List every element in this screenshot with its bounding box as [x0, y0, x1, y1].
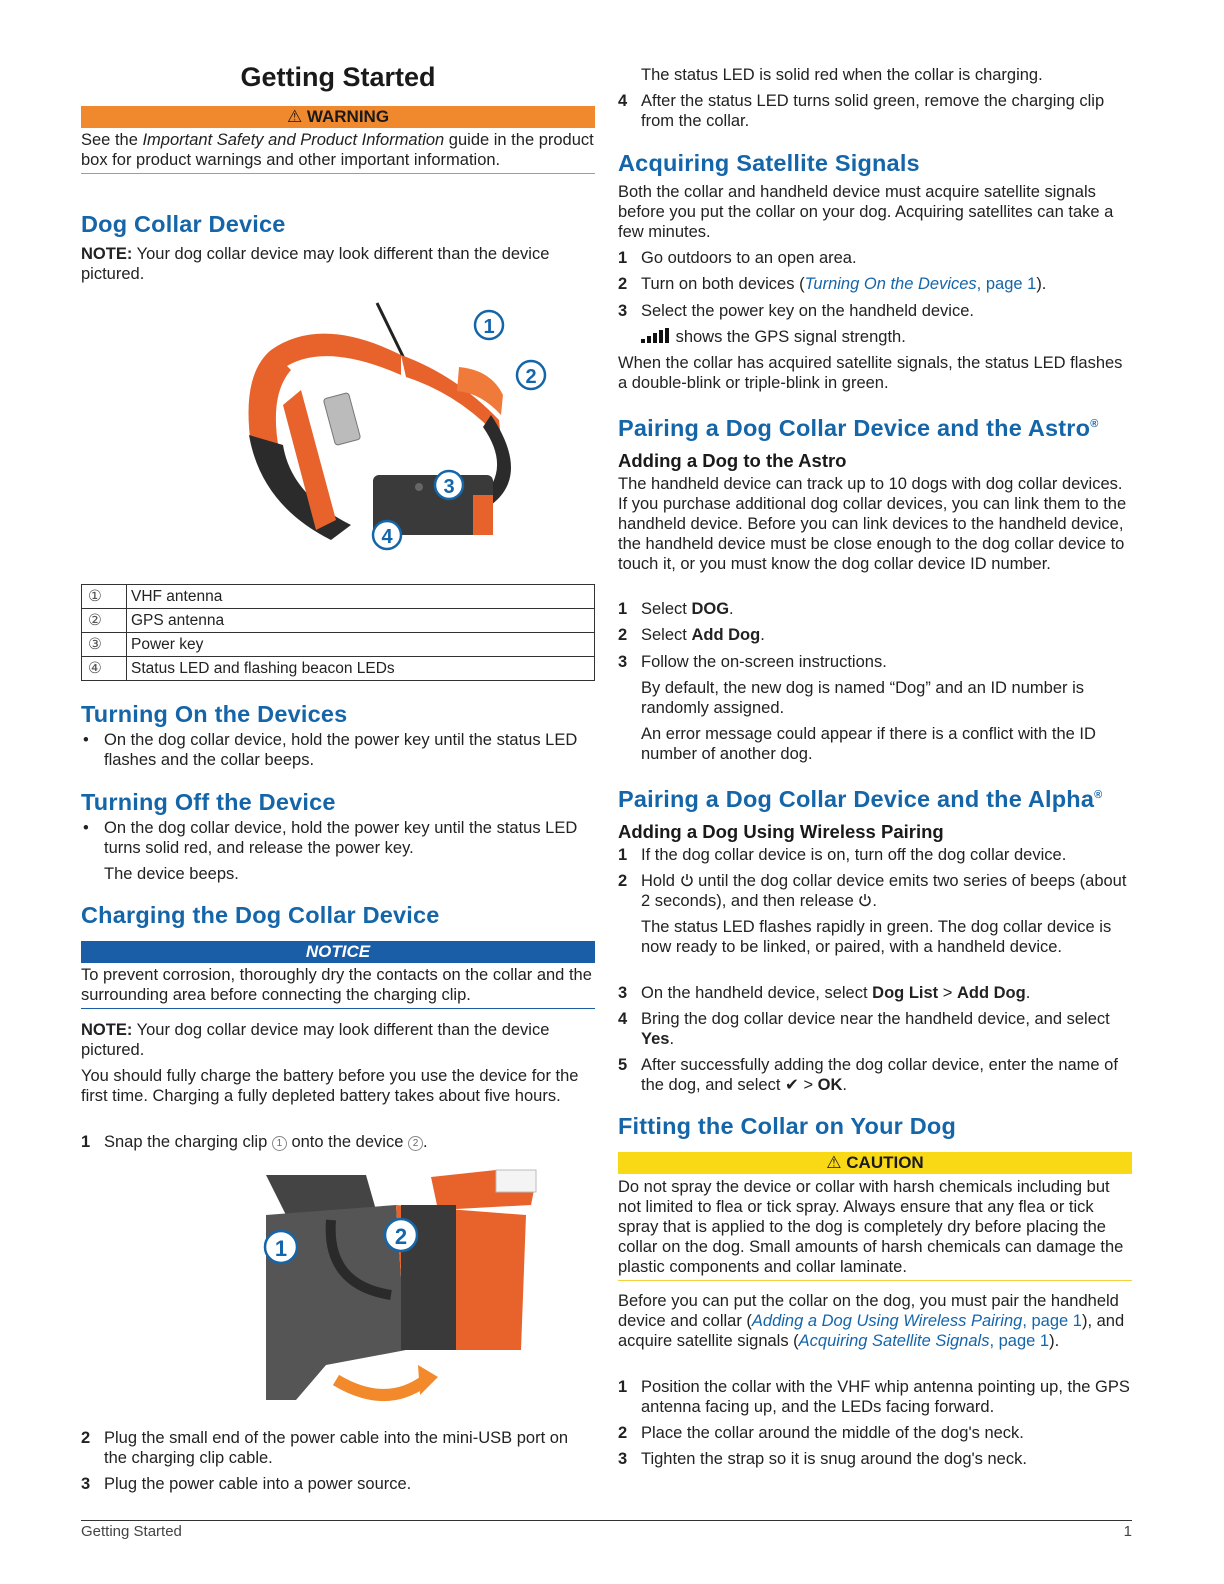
step-text: Bring the dog collar device near the handheld device, and select: [641, 1010, 1110, 1028]
step-number: 3: [81, 1475, 91, 1493]
step-number: 1: [81, 1133, 91, 1151]
list-item-text: Position the collar with the VHF whip antenna pointing up, the GPS antenna facing up, and the LEDs facing forward.: [641, 1378, 1130, 1416]
list-item-text: Tighten the strap so it is snug around the dog's neck.: [641, 1450, 1027, 1468]
list-item-text: Bring the dog collar device near the handheld device, and select Yes.: [641, 1010, 1110, 1048]
callout-1-label: 1: [274, 1236, 288, 1261]
rotate-arrow-icon: [336, 1380, 426, 1395]
step-number: 1: [618, 1378, 628, 1396]
gps-signal-icon: [641, 328, 671, 343]
list-item: [618, 248, 1132, 268]
step-number: 3: [618, 984, 628, 1002]
page-title: Getting Started: [240, 62, 436, 92]
satellite-intro: Both the collar and handheld device must acquire satellite signals before you put the collar on your dog. Acquiring satellites can take a few minutes.: [618, 183, 1114, 241]
charging-note: [81, 1020, 595, 1060]
para-text: ), and acquire satellite signals (: [618, 1312, 1125, 1350]
warning-banner: ⚠ WARNING: [81, 106, 595, 128]
step-number: 3: [618, 1450, 628, 1468]
list-item: [618, 1423, 1132, 1443]
caution-text: Do not spray the device or collar with harsh chemicals including but not limited to flea or tick spray. Always ensure that any flea or tick spray that is applied to the dog is completely dry before placing the collar on the dog. Small amounts of harsh chemicals can damage the plastic components and collar laminate.: [618, 1177, 1132, 1281]
heading-astro: [618, 410, 1099, 442]
step-text: After successfully adding the dog collar device, enter the name of the dog, and select: [641, 1056, 1118, 1094]
separator: >: [798, 1076, 818, 1094]
astro-sub-2: An error message could appear if there is a conflict with the ID number of another dog.: [641, 725, 1096, 763]
list-item-text: Follow the on-screen instructions.: [641, 653, 887, 671]
list-item: [81, 730, 595, 770]
collar-strap-left: [249, 350, 292, 450]
part-label: Status LED and flashing beacon LEDs: [127, 657, 595, 681]
step-text: ).: [1036, 275, 1047, 293]
callout-2-icon: 2: [408, 1136, 423, 1151]
subheading-adding-dog-astro: Adding a Dog to the Astro: [618, 450, 847, 471]
bullet-icon: •: [83, 731, 89, 749]
callout-1-label: 1: [483, 316, 495, 338]
charging-para: You should fully charge the battery before you use the device for the first time. Charging a fully depleted battery takes about five hours.: [81, 1067, 579, 1105]
list-item: [618, 652, 1132, 672]
fitting-para: [618, 1291, 1132, 1351]
step-number: 4: [618, 92, 628, 110]
list-item: [618, 1009, 1132, 1049]
callout-1-icon: 1: [272, 1136, 287, 1151]
link-page[interactable]: , page 1: [989, 1332, 1050, 1350]
step-number: 1: [618, 846, 628, 864]
list-item: [81, 1132, 595, 1152]
ui-term: DOG: [691, 600, 730, 618]
list-item: [618, 1377, 1132, 1417]
table-row: [82, 585, 595, 609]
dog-collar-note: [81, 244, 595, 284]
part-number: ①: [82, 585, 127, 609]
list-item: [618, 983, 1132, 1003]
link-page[interactable]: , page 1: [976, 275, 1037, 293]
registered-mark: ®: [1094, 789, 1103, 801]
power-icon: [680, 873, 694, 887]
collar-device-accent: [473, 495, 493, 535]
heading-alpha: [618, 781, 1102, 813]
footer-section: Getting Started: [81, 1523, 182, 1540]
ui-term: Add Dog: [691, 626, 761, 644]
link-page[interactable]: , page 1: [1022, 1312, 1082, 1330]
astro-sub-1: By default, the new dog is named “Dog” and an ID number is randomly assigned.: [641, 679, 1084, 717]
step-text: .: [872, 892, 877, 910]
ui-term: OK: [817, 1076, 843, 1094]
table-row: [82, 609, 595, 633]
callout-3-label: 3: [443, 476, 455, 498]
list-item-text: [104, 1132, 594, 1152]
list-item: [81, 818, 595, 858]
step-number: 2: [618, 1424, 628, 1442]
step-number: 2: [618, 275, 628, 293]
astro-intro: The handheld device can track up to 10 dogs with dog collar devices. If you purchase additional dog collar devices, you can link them to the handheld device. Before you can link devices to the handheld device, the handheld device must be close enough to the dog collar device to touch it, or you must know the dog collar device ID number.: [618, 475, 1127, 573]
parts-table: [81, 584, 595, 681]
subheading-wireless-pairing: Adding a Dog Using Wireless Pairing: [618, 821, 944, 842]
note-label: NOTE:: [81, 1021, 133, 1039]
list-item: [81, 1428, 595, 1468]
alpha-sub: The status LED flashes rapidly in green. The dog collar device is now ready to be linked, or paired, with a handheld device.: [641, 918, 1112, 956]
signal-text: shows the GPS signal strength.: [671, 328, 906, 346]
list-item-text: [641, 274, 1131, 294]
heading-dog-collar-device: Dog Collar Device: [81, 211, 286, 237]
checkmark-icon: ✔: [785, 1076, 799, 1094]
list-item-text: On the dog collar device, hold the power key until the status LED turns solid red, and release the power key.: [104, 819, 578, 857]
heading-turning-off: Turning Off the Device: [81, 789, 336, 815]
step-text: Select: [641, 600, 692, 618]
step-text: onto the device: [286, 1133, 408, 1151]
step-text: On the handheld device, select: [641, 984, 873, 1002]
step-number: 4: [618, 1010, 628, 1028]
satellite-outro: When the collar has acquired satellite signals, the status LED flashes a double-blink or triple-blink in green.: [618, 354, 1123, 392]
heading-text: Pairing a Dog Collar Device and the Alpha: [618, 785, 1095, 812]
table-row: [82, 657, 595, 681]
signal-strength-line: [641, 327, 906, 347]
step-text: Hold: [641, 872, 680, 890]
part-label: Power key: [127, 633, 595, 657]
list-item: [618, 599, 1132, 619]
part-label: VHF antenna: [127, 585, 595, 609]
list-item-text: Select Add Dog.: [641, 626, 765, 644]
list-item-text: After the status LED turns solid green, remove the charging clip from the collar.: [641, 92, 1105, 130]
list-item-text: If the dog collar device is on, turn off the dog collar device.: [641, 846, 1067, 864]
list-item-text: Plug the small end of the power cable into the mini-USB port on the charging clip cable.: [104, 1429, 569, 1467]
step-number: 5: [618, 1056, 628, 1074]
collar-strap-top: [271, 334, 401, 375]
para-text: ).: [1049, 1332, 1060, 1350]
part-label: GPS antenna: [127, 609, 595, 633]
step-number: 2: [618, 872, 628, 890]
note-label: NOTE:: [81, 245, 133, 263]
warning-text: [81, 130, 595, 174]
separator: >: [938, 984, 957, 1002]
charging-clip-illustration: [176, 1165, 596, 1415]
step-number: 1: [618, 249, 628, 267]
ui-term: Yes: [641, 1030, 670, 1048]
part-number: ④: [82, 657, 127, 681]
heading-charging: Charging the Dog Collar Device: [81, 902, 440, 928]
step-text: Turn on both devices (: [641, 275, 805, 293]
list-item-text: Select DOG.: [641, 600, 734, 618]
step-text: until the dog collar device emits two series of beeps (about 2 seconds), and then release: [641, 872, 1127, 910]
charging-status-text: The status LED is solid red when the collar is charging.: [641, 66, 1043, 84]
heading-text: Pairing a Dog Collar Device and the Astro: [618, 414, 1091, 441]
warning-text-em: Important Safety and Product Information: [142, 131, 445, 149]
link-turning-on[interactable]: Turning On the Devices: [804, 275, 977, 293]
step-number: 3: [618, 653, 628, 671]
note-text: Your dog collar device may look different than the device pictured.: [81, 1021, 550, 1059]
ui-term: Dog List: [872, 984, 939, 1002]
para-text: Before you can put the collar on the dog, you must pair the handheld device and collar (: [618, 1292, 1119, 1330]
part-number: ③: [82, 633, 127, 657]
list-item-text: After successfully adding the dog collar device, enter the name of the dog, and select ✔ > OK.: [641, 1056, 1118, 1094]
step-text: Snap the charging clip: [104, 1133, 272, 1151]
list-item-text: Go outdoors to an open area.: [641, 249, 857, 267]
note-text: Your dog collar device may look different than the device pictured.: [81, 245, 550, 283]
footer-page-number: 1: [1123, 1523, 1132, 1540]
link-acquiring-satellite[interactable]: Acquiring Satellite Signals: [798, 1332, 990, 1350]
table-row: [82, 633, 595, 657]
caution-banner: ⚠ CAUTION: [618, 1152, 1132, 1174]
list-item-text: Plug the power cable into a power source.: [104, 1475, 412, 1493]
part-number: ②: [82, 609, 127, 633]
step-number: 2: [618, 626, 628, 644]
step-number: 1: [618, 600, 628, 618]
list-item-text: Place the collar around the middle of the dog's neck.: [641, 1424, 1024, 1442]
list-item: [618, 1449, 1132, 1469]
dog-collar-illustration: [201, 295, 561, 570]
heading-turning-on: Turning On the Devices: [81, 701, 348, 727]
list-item: [618, 845, 1132, 865]
notice-text: To prevent corrosion, thoroughly dry the contacts on the collar and the surrounding area before connecting the charging clip.: [81, 965, 595, 1009]
strap-tag: [496, 1170, 536, 1192]
step-number: 2: [81, 1429, 91, 1447]
callout-4-label: 4: [381, 526, 393, 548]
list-item: [618, 625, 1132, 645]
list-item: [618, 871, 1132, 911]
power-icon: [858, 893, 872, 907]
warning-text-post: guide in the product box for product warnings and other important information.: [81, 131, 594, 169]
rotate-arrow-head-icon: [418, 1365, 438, 1395]
step-text: .: [422, 1133, 428, 1151]
list-item: [81, 1474, 595, 1494]
list-item: [618, 91, 1132, 131]
step-text: Select: [641, 626, 692, 644]
bullet-icon: •: [83, 819, 89, 837]
link-wireless-pairing[interactable]: Adding a Dog Using Wireless Pairing: [751, 1312, 1023, 1330]
list-item: [618, 1055, 1132, 1095]
list-item-text: Select the power key on the handheld device.: [641, 302, 974, 320]
callout-2-label: 2: [525, 366, 537, 388]
heading-fitting: Fitting the Collar on Your Dog: [618, 1113, 957, 1139]
page-footer: [81, 1520, 1132, 1540]
step-number: 3: [618, 302, 628, 320]
list-item: [618, 301, 1132, 321]
list-item-text: [641, 871, 1131, 911]
notice-banner: NOTICE: [81, 941, 595, 963]
heading-satellite: Acquiring Satellite Signals: [618, 150, 920, 176]
power-key: [415, 483, 423, 491]
callout-2-label: 2: [394, 1224, 408, 1249]
list-item-text: On the handheld device, select Dog List > Add Dog.: [641, 984, 1031, 1002]
registered-mark: ®: [1090, 418, 1099, 430]
list-item-text: On the dog collar device, hold the power key until the status LED flashes and the collar beeps.: [104, 731, 578, 769]
collar-buckle: [323, 392, 361, 445]
ui-term: Add Dog: [956, 984, 1026, 1002]
turning-off-sub: The device beeps.: [104, 865, 239, 883]
warning-text-pre: See the: [81, 131, 143, 149]
list-item: [618, 274, 1132, 294]
